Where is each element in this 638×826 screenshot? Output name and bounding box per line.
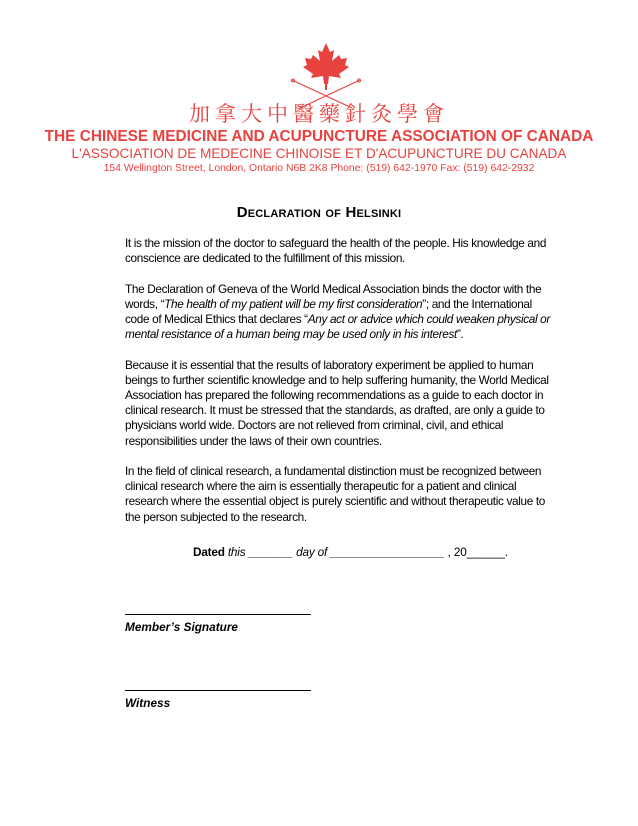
witness-signature-line[interactable] (125, 690, 311, 691)
dated-day-blank[interactable]: this _______ day of __________________ (224, 545, 445, 559)
paragraph-geneva-text-3: ”. (456, 327, 464, 342)
dated-label: Dated (193, 545, 225, 559)
association-chinese-name: 加拿大中醫藥針灸學會 (189, 102, 449, 126)
document-body (125, 236, 555, 540)
paragraph-geneva (125, 282, 555, 343)
member-signature-label: Member’s Signature (125, 620, 238, 634)
association-french-name: L'ASSOCIATION DE MEDECINE CHINOISE ET D'ACUPUNCTURE DU CANADA (71, 146, 567, 161)
paragraph-clinical-research: In the field of clinical research, a fundamental distinction must be recognized between clinical research where the aim is essentially therapeutic for a patient and clinical research where the essential object is purely scientific and without therapeutic value to the person subjected to the research. (125, 464, 546, 524)
member-signature-line[interactable] (125, 614, 311, 615)
dated-year-blank[interactable]: , 20______. (444, 545, 508, 559)
association-address: 154 Wellington Street, London, Ontario N6B 2K8 Phone: (519) 642-1970 Fax: (519) 642-2932 (103, 163, 535, 174)
association-english-name: THE CHINESE MEDICINE AND ACUPUNCTURE ASSOCIATION OF CANADA (44, 128, 594, 145)
dated-line (193, 545, 508, 559)
letterhead (0, 0, 638, 190)
document-title: Declaration of Helsinki (236, 204, 402, 221)
quote-first-consideration: The health of my patient will be my first consideration (164, 296, 423, 311)
paragraph-mission: It is the mission of the doctor to safeguard the health of the people. His knowledge and conscience are dedicated to the fulfillment of this mission. (125, 236, 547, 266)
quote-ethics-code: Any act or advice which could weaken physical or mental resistance of a human being may be used only in his interest (125, 312, 550, 342)
paragraph-recommendations: Because it is essential that the results of laboratory experiment be applied to human beings to further scientific knowledge and to help suffering humanity, the World Medical Association has prepared the following recommendations as a guide to each doctor in clinical research. It must be stressed that the standards, as drafted, are only a guide to physicians world wide. Doctors are not relieved from criminal, civil, and ethical responsibilities under the laws of their own countries. (125, 357, 549, 448)
witness-signature-label: Witness (125, 696, 171, 710)
paragraph-geneva-text-2: ”; and the International code of Medical Ethics that declares “ (125, 296, 532, 326)
paragraph-geneva-text-1: The Declaration of Geneva of the World Medical Association binds the doctor with the words, “ (125, 281, 542, 311)
